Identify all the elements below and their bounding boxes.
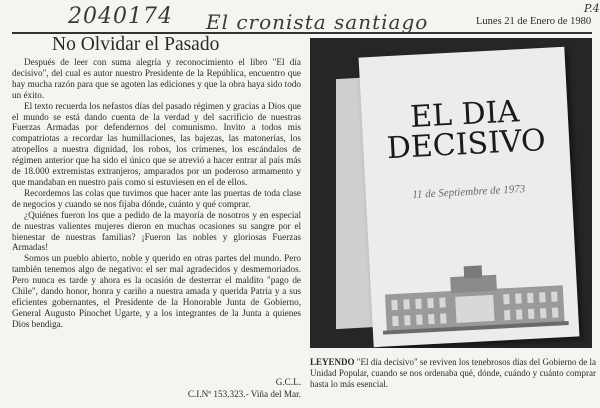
signature-id: C.I.Nº 153.323.- Viña del Mar. xyxy=(187,389,301,399)
handwritten-archive-code: 2040174 xyxy=(68,4,173,29)
article-paragraph: Recordemos las colas que tuvimos que hacer ante las puertas de toda clase de negocios y cuando se nos fijaba dónde, cuánto y qué comprar. xyxy=(12,187,301,209)
book-cover xyxy=(359,47,580,347)
article-paragraph: ¿Quiénes fueron los que a pedido de la mayoría de nosotros y en especial de nuestras valientes mujeres dieron en muchas ocasiones su sangre por el bienestar de nuestras familias? ¡Fueron las nobles y gloriosas Fuerzas Armadas! xyxy=(12,209,301,253)
article-body xyxy=(12,57,301,330)
article-signature xyxy=(160,376,301,400)
palace-illustration xyxy=(380,257,569,337)
handwritten-page-number: P.4 xyxy=(584,2,600,15)
signature-initials: G.C.L. xyxy=(275,377,301,387)
article-paragraph: Somos un pueblo abierto, noble y querido en otras partes del mundo. Pero también tenemos algo de negativo: el ser mal agradecidos y desmemoriados. Pero nunca es tarde y ahora es la ocasión de desterrar el maldito "pago de Chile", dando honor, honra y cariño a nuestra amada y querida Patria y a sus eficientes gobernantes, el Presidente de la Honorable Junta de Gobierno, General Augusto Pinochet Ugarte, y a los integrantes de la Junta a quienes Dios bendiga. xyxy=(12,253,301,329)
photo-caption xyxy=(310,357,596,390)
caption-lead: LEYENDO xyxy=(310,357,355,367)
caption-text: "El día decisivo" se reviven los tenebrosos días del Gobierno de la Unidad Popular, cuando se nos ordenaba qué, dónde, cuándo y cuánto comprar hasta lo más esencial. xyxy=(310,357,596,389)
article-paragraph: Después de leer con suma alegría y reconocimiento el libro "El día decisivo", del cual es autor nuestro Presidente de la República, encuentro que hay mucha razón para que se agoten las ediciones y que la obra haya sido todo un éxito. xyxy=(12,57,301,100)
book-title xyxy=(361,95,570,166)
book-subtitle: 11 de Septiembre de 1973 xyxy=(411,183,526,201)
article-paragraph: El texto recuerda los nefastos días del pasado régimen y gracias a Dios que el mundo se está dando cuenta de la verdad y del sacrificio de nuestras Fuerzas Armadas por defendernos del comunismo. Invito a todos mis compatriotas a recordar las humillaciones, las bajezas, las matonerías, los atropellos a nuestra dignidad, los robos, los crímenes, los escándalos de régimen anterior que ha sido el único que se atrevió a hacer entrar al país más de 18.000 extremistas extranjeros, amparados por un poderoso armamento y que mandaban en nuestro país como si estuviesen en el de ellos. xyxy=(12,100,301,187)
book-title-line1: EL DIA xyxy=(409,94,520,135)
book-title-line2: DECISIVO xyxy=(385,122,547,167)
handwritten-source-note: El cronista santiago xyxy=(206,10,429,34)
article-title: No Olvidar el Pasado xyxy=(52,34,220,55)
book-photo xyxy=(310,38,592,348)
dateline: Lunes 21 de Enero de 1980 xyxy=(476,16,592,27)
